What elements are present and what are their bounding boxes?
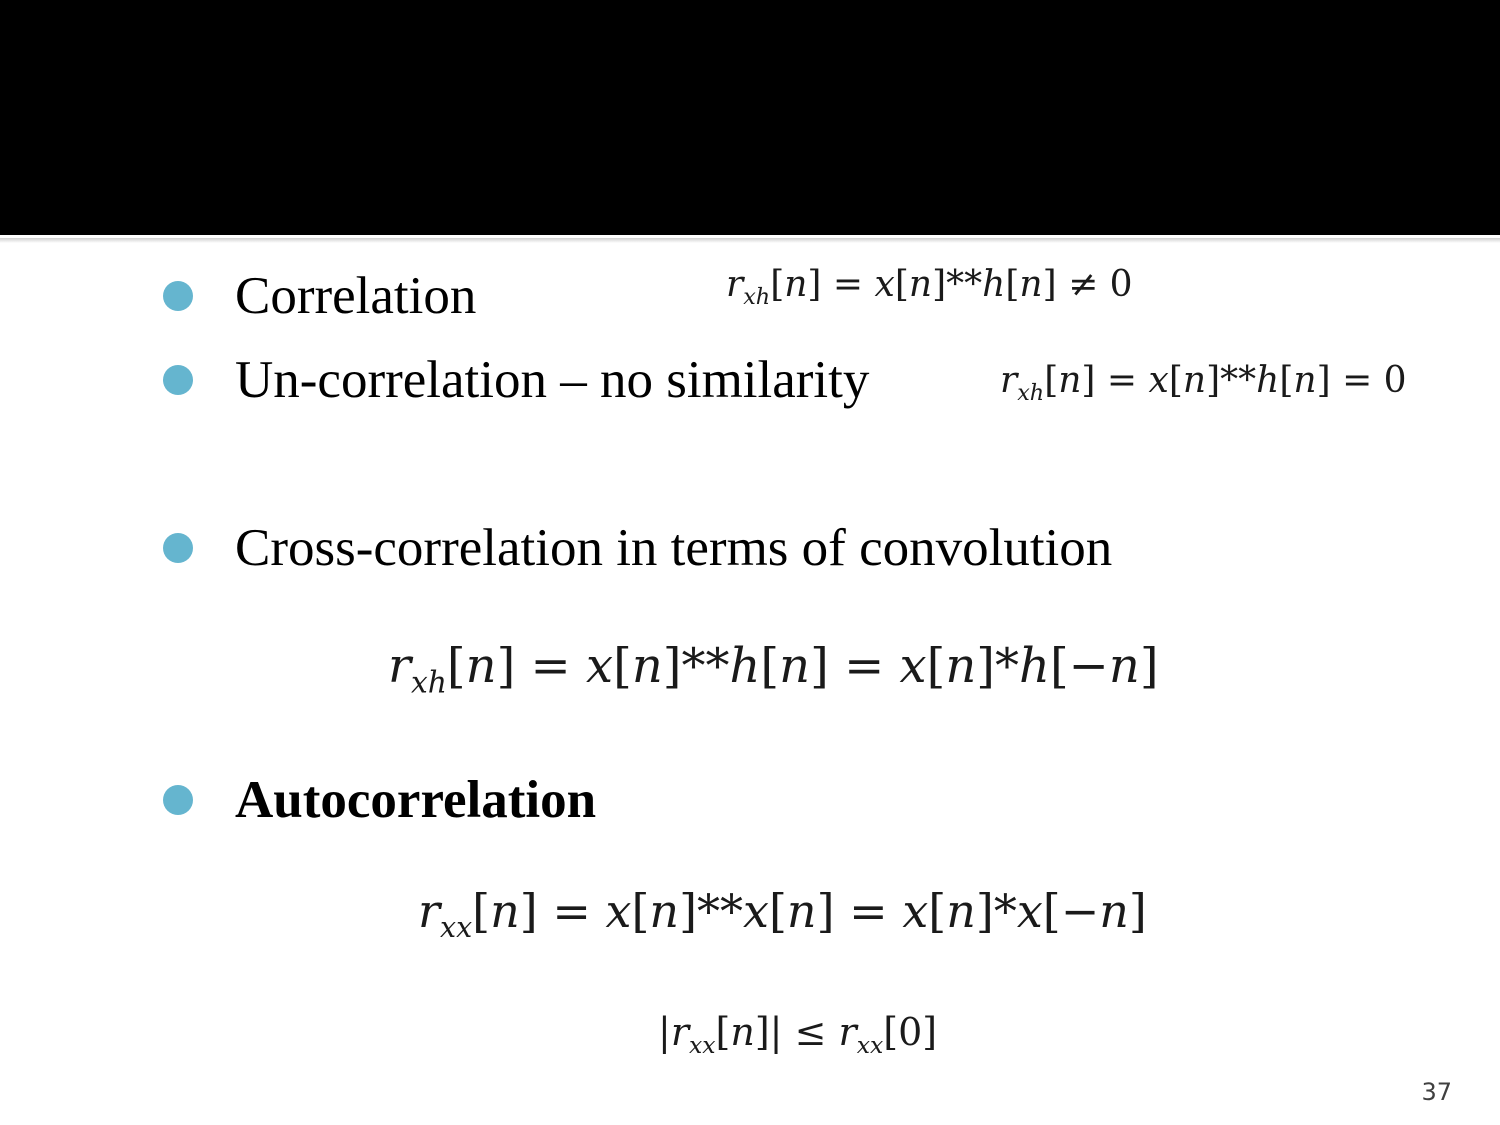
bullet-dot-icon <box>163 785 193 815</box>
bullet-correlation <box>163 266 476 326</box>
bullet-autocorrelation <box>163 770 596 830</box>
header-divider <box>0 238 1500 243</box>
slide-title-band <box>0 0 1500 235</box>
bullet-dot-icon <box>163 533 193 563</box>
bullet-dot-icon <box>163 365 193 395</box>
equation-correlation: $r_{xh}[n] = x[n]**h[n] \ne 0$ <box>726 264 1133 310</box>
equation-autocorrelation: $r_{xx}[n] = x[n]**x[n] = x[n]*x[-n]$ <box>418 884 1147 944</box>
bullet-cross-correlation <box>163 518 1112 578</box>
slide-page-number: 37 <box>1421 1078 1452 1106</box>
bullet-dot-icon <box>163 281 193 311</box>
bullet-uncorrelation <box>163 350 869 410</box>
bullet-text: Autocorrelation <box>235 771 597 829</box>
equation-uncorrelation: $r_{xh}[n] = x[n]**h[n] = 0$ <box>1000 360 1407 406</box>
bullet-text: Un-correlation – no similarity <box>235 351 870 409</box>
bullet-text: Cross-correlation in terms of convolution <box>235 519 1113 577</box>
equation-cross-correlation: $r_{xh}[n] = x[n]**h[n] = x[n]*h[-n]$ <box>388 638 1159 701</box>
bullet-text: Correlation <box>235 267 477 325</box>
equation-autocorrelation-bound: $|r_{xx}[n]| \le r_{xx}[0]$ <box>658 1010 938 1060</box>
